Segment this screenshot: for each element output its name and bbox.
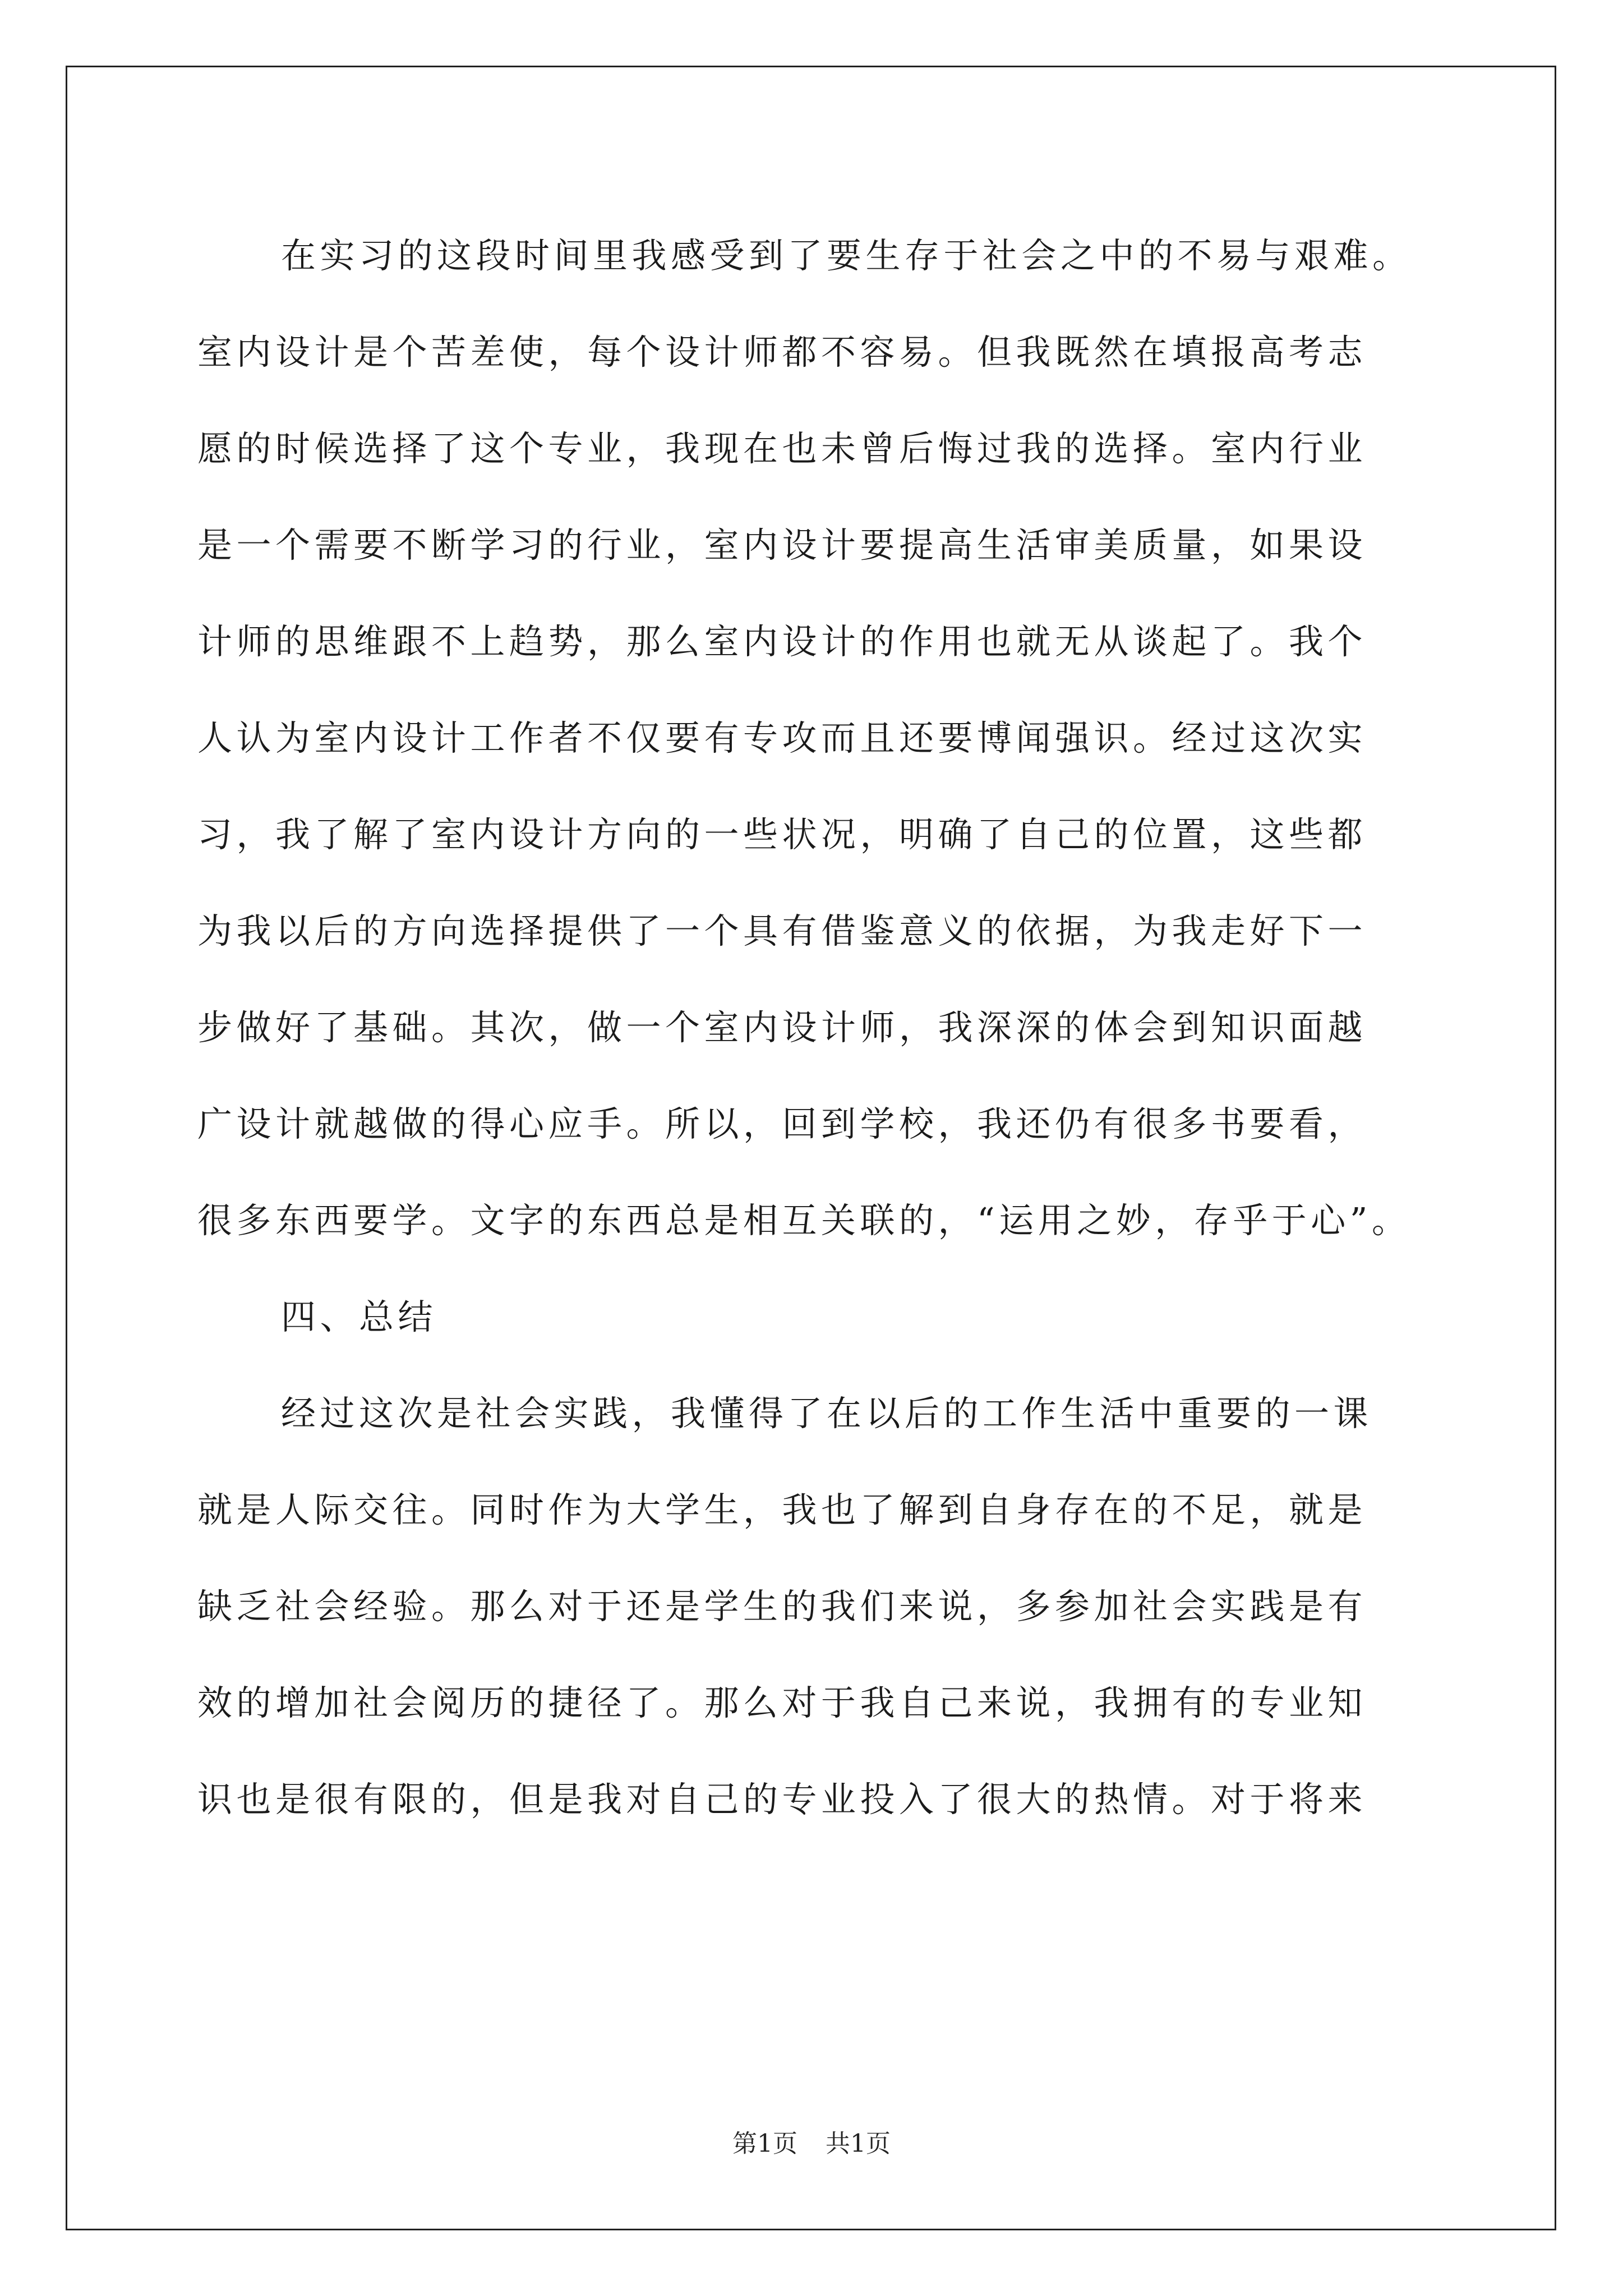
text-line: 计师的思维跟不上趋势，那么室内设计的作用也就无从谈起了。我个	[197, 621, 1367, 662]
text-line: 就是人际交往。同时作为大学生，我也了解到自身存在的不足，就是	[197, 1489, 1367, 1530]
text-line: 缺乏社会经验。那么对于还是学生的我们来说，多参加社会实践是有	[197, 1586, 1367, 1627]
text-line: 四、总结	[281, 1296, 437, 1337]
text-line: 经过这次是社会实践，我懂得了在以后的工作生活中重要的一课	[281, 1393, 1373, 1434]
text-line: 步做好了基础。其次，做一个室内设计师，我深深的体会到知识面越	[197, 1007, 1367, 1048]
text-line: 广设计就越做的得心应手。所以，回到学校，我还仍有很多书要看，	[197, 1103, 1367, 1144]
text-line: 习，我了解了室内设计方向的一些状况，明确了自己的位置，这些都	[197, 814, 1367, 855]
page-total: 共1页	[826, 2129, 891, 2158]
text-line: 很多东西要学。文字的东西总是相互关联的，“运用之妙，存乎于心”。	[197, 1200, 1411, 1241]
text-line: 效的增加社会阅历的捷径了。那么对于我自己来说，我拥有的专业知	[197, 1682, 1367, 1723]
text-line: 人认为室内设计工作者不仅要有专攻而且还要博闻强识。经过这次实	[197, 717, 1367, 758]
text-line: 为我以后的方向选择提供了一个具有借鉴意义的依据，为我走好下一	[197, 910, 1367, 951]
document-body	[197, 208, 1431, 1848]
text-line: 在实习的这段时间里我感受到了要生存于社会之中的不易与艰难。	[281, 235, 1412, 276]
page-footer	[0, 2123, 1623, 2159]
text-line: 识也是很有限的，但是我对自己的专业投入了很大的热情。对于将来	[197, 1779, 1367, 1820]
page-number: 第1页	[732, 2129, 797, 2158]
text-line: 愿的时候选择了这个专业，我现在也未曾后悔过我的选择。室内行业	[197, 428, 1367, 469]
text-line: 是一个需要不断学习的行业，室内设计要提高生活审美质量，如果设	[197, 524, 1367, 565]
text-line: 室内设计是个苦差使，每个设计师都不容易。但我既然在填报高考志	[197, 332, 1367, 372]
